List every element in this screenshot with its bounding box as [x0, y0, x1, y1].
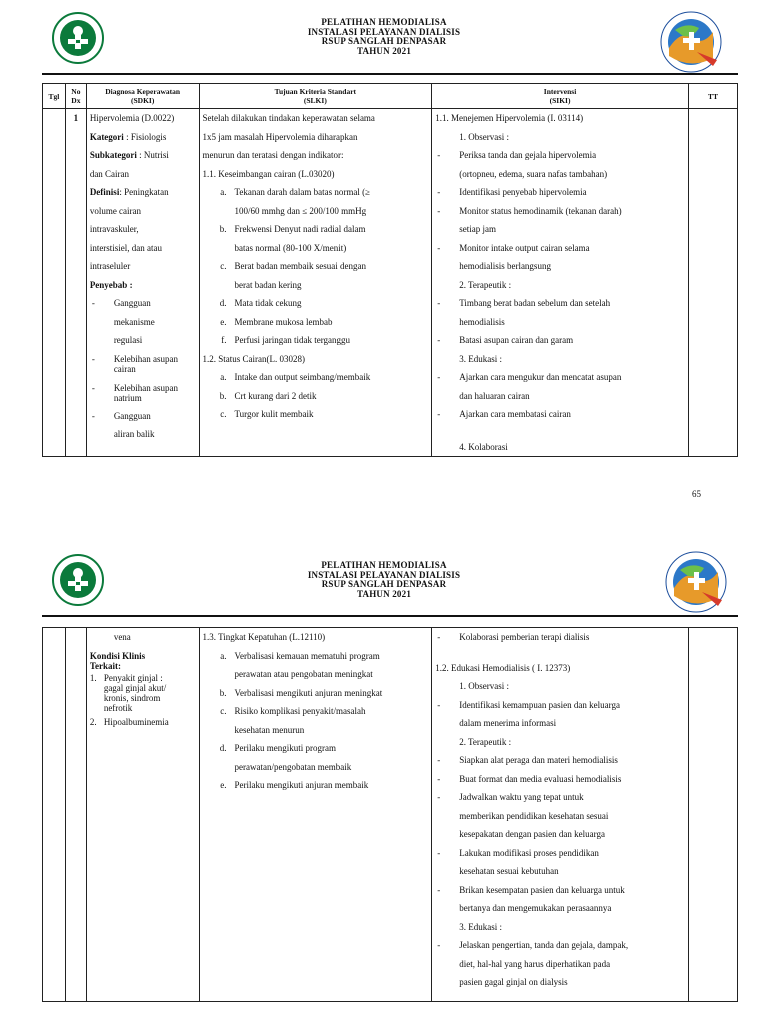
intervensi-section: 1.1. Menejemen Hipervolemia (I. 03114) — [435, 113, 584, 123]
intervensi-item: - Buat format dan media evaluasi hemodialisis — [437, 773, 622, 784]
tujuan-intro: 1x5 jam masalah Hipervolemia diharapkan — [202, 131, 358, 142]
tujuan-item: d. Mata tidak cekung — [219, 298, 302, 308]
nursing-care-table — [42, 627, 738, 1002]
cell-tujuan — [199, 628, 432, 1002]
table-header-row — [43, 84, 738, 109]
tujuan-section: 1.1. Keseimbangan cairan (L.03020) — [202, 168, 335, 179]
col-header-tt: TT — [688, 84, 737, 109]
intervensi-subheading: 3. Edukasi : — [459, 921, 502, 932]
rsup-sanglah-logo — [660, 548, 732, 616]
penyebab-item: - Gangguan aliran balik — [91, 410, 155, 439]
col-header-tujuan: Tujuan Kriteria Standart (SLKI) — [199, 84, 432, 109]
intervensi-subheading: 4. Kolaborasi — [459, 441, 508, 452]
definisi-value: : Peningkatan — [119, 187, 169, 197]
intervensi-item: - Periksa tanda dan gejala hipervolemia (ortopneu, edema, suara nafas tambahan) — [437, 150, 608, 179]
intervensi-item: - Jadwalkan waktu yang tepat untuk memberikan pendidikan kesehatan sesuai kesepakatan dengan pasien dan keluarga — [437, 792, 609, 839]
tujuan-item: f. Perfusi jaringan tidak terganggu — [221, 335, 351, 345]
tujuan-intro: Setelah dilakukan tindakan keperawatan selama — [202, 113, 375, 123]
kategori-label: Kategori — [89, 131, 124, 142]
intervensi-subheading: 3. Edukasi : — [459, 353, 502, 364]
tujuan-item: c. Turgor kulit membaik — [220, 409, 314, 419]
header-rule — [42, 615, 738, 617]
intervensi-item: - Jelaskan pengertian, tanda dan gejala, dampak, diet, hal-hal yang harus diperhatikan pada pasien gagal ginjal on dialysis — [437, 940, 629, 987]
intervensi-item: - Kolaborasi pemberian terapi dialisis — [437, 632, 590, 642]
intervensi-subheading: 1. Observasi : — [459, 681, 509, 691]
tujuan-section: 1.3. Tingkat Kepatuhan (L.12110) — [202, 632, 326, 642]
cell-tgl — [43, 628, 66, 1002]
cell-diagnosa — [86, 628, 199, 1002]
penyebab-label: Penyebab : — [89, 279, 133, 290]
table-row — [43, 628, 738, 1002]
tujuan-item: b. Verbalisasi mengikuti anjuran meningkat — [219, 687, 383, 698]
intervensi-item: - Batasi asupan cairan dan garam — [437, 335, 574, 345]
cell-tt — [688, 628, 737, 1002]
intervensi-subheading: 2. Terapeutik : — [459, 279, 512, 290]
subkategori-label: Subkategori — [89, 150, 137, 160]
kondisi-label: Terkait: — [89, 660, 121, 671]
intervensi-item: - Timbang berat badan sebelum dan setelah hemodialisis — [437, 298, 611, 327]
cell-tgl — [43, 109, 66, 457]
rsup-sanglah-logo — [655, 8, 727, 76]
intervensi-section: 1.2. Edukasi Hemodialisis ( I. 12373) — [435, 662, 571, 673]
definisi-line: interstisiel, dan atau — [89, 242, 163, 253]
intervensi-item: - Identifikasi kemampuan pasien dan keluarga dalam menerima informasi — [437, 699, 620, 728]
document-header: PELATIHAN HEMODIALISA INSTALASI PELAYANAN DIALISIS RSUP SANGLAH DENPASAR TAHUN 2021 — [307, 560, 461, 599]
diagnosa-continuation: vena — [113, 632, 131, 642]
tujuan-item: e. Membrane mukosa lembab — [220, 316, 333, 327]
header-rule — [42, 73, 738, 75]
document-page-1 — [0, 0, 768, 500]
penyebab-item: - Gangguan mekanisme regulasi — [91, 298, 155, 345]
page-number: 65 — [692, 489, 701, 499]
kondisi-item: 2. Hipoalbuminemia — [89, 716, 169, 727]
document-header: PELATIHAN HEMODIALISA INSTALASI PELAYANAN DIALISIS RSUP SANGLAH DENPASAR TAHUN 2021 — [307, 17, 461, 56]
intervensi-item: - Monitor status hemodinamik (tekanan darah) setiap jam — [437, 205, 622, 234]
intervensi-subheading: 2. Terapeutik : — [459, 736, 512, 747]
subkategori-value: : Nutrisi — [136, 150, 169, 160]
tujuan-item: a. Tekanan darah dalam batas normal (≥ 100/60 mmhg dan ≤ 200/100 mmHg — [220, 187, 371, 216]
intervensi-item: - Brikan kesempatan pasien dan keluarga untuk bertanya dan mengemukakan perasaannya — [437, 884, 625, 913]
tujuan-item: a. Verbalisasi kemauan mematuhi program perawatan atau pengobatan meningkat — [220, 650, 380, 679]
tujuan-item: b. Frekwensi Denyut nadi radial dalam batas normal (80-100 X/menit) — [219, 224, 366, 253]
cell-no-dx: 1 — [65, 109, 86, 457]
cell-tujuan — [199, 109, 432, 457]
penyebab-item: - Kelebihan asupan cairan — [91, 353, 179, 374]
definisi-line: intravaskuler, — [89, 224, 139, 234]
cell-intervensi — [432, 109, 689, 457]
tujuan-item: b. Crt kurang dari 2 detik — [219, 390, 317, 401]
kondisi-item: 1. Penyakit ginjal : gagal ginjal akut/ kronis, sindrom nefrotik — [89, 672, 167, 713]
table-row — [43, 109, 738, 457]
intervensi-item: - Siapkan alat peraga dan materi hemodialisis — [437, 755, 618, 765]
document-page-2 — [0, 545, 768, 1024]
intervensi-item: - Ajarkan cara mengukur dan mencatat asupan dan haluaran cairan — [437, 372, 622, 401]
intervensi-item: - Identifikasi penyebab hipervolemia — [437, 187, 587, 197]
definisi-label: Definisi — [89, 187, 120, 197]
kategori-value: : Fisiologis — [123, 131, 167, 142]
intervensi-item: - Ajarkan cara membatasi cairan — [437, 409, 571, 419]
tujuan-item: c. Berat badan membaik sesuai dengan berat badan kering — [220, 261, 366, 290]
col-header-intervensi: Intervensi (SIKI) — [432, 84, 689, 109]
cell-tt — [688, 109, 737, 457]
tujuan-section: 1.2. Status Cairan(L. 03028) — [202, 353, 305, 364]
nursing-care-table — [42, 83, 738, 457]
subkategori-value-2: dan Cairan — [89, 168, 130, 179]
penyebab-item: - Kelebihan asupan natrium — [91, 382, 179, 403]
col-header-no-dx: No Dx — [65, 84, 86, 109]
kondisi-label: Kondisi Klinis — [89, 650, 146, 661]
tujuan-item: e. Perilaku mengikuti anjuran membaik — [220, 780, 369, 790]
tujuan-intro: menurun dan teratasi dengan indikator: — [202, 150, 344, 160]
intervensi-item: - Monitor intake output cairan selama hemodialisis berlangsung — [437, 242, 590, 271]
intervensi-item: - Lakukan modifikasi proses pendidikan kesehatan sesuai kebutuhan — [437, 847, 599, 876]
definisi-line: intraseluler — [89, 261, 131, 271]
col-header-diagnosa: Diagnosa Keperawatan (SDKI) — [86, 84, 199, 109]
diagnosa-title: Hipervolemia (D.0022) — [89, 113, 175, 123]
col-header-tgl: Tgl — [43, 84, 66, 109]
intervensi-subheading: 1. Observasi : — [459, 131, 509, 142]
cell-intervensi — [432, 628, 689, 1002]
cell-no-dx — [65, 628, 86, 1002]
tujuan-item: a. Intake dan output seimbang/membaik — [220, 372, 371, 382]
tujuan-item: c. Risiko komplikasi penyakit/masalah kesehatan menurun — [220, 706, 366, 735]
cell-diagnosa — [86, 109, 199, 457]
definisi-line: volume cairan — [89, 205, 142, 216]
tujuan-item: d. Perilaku mengikuti program perawatan/pengobatan membaik — [219, 743, 352, 772]
